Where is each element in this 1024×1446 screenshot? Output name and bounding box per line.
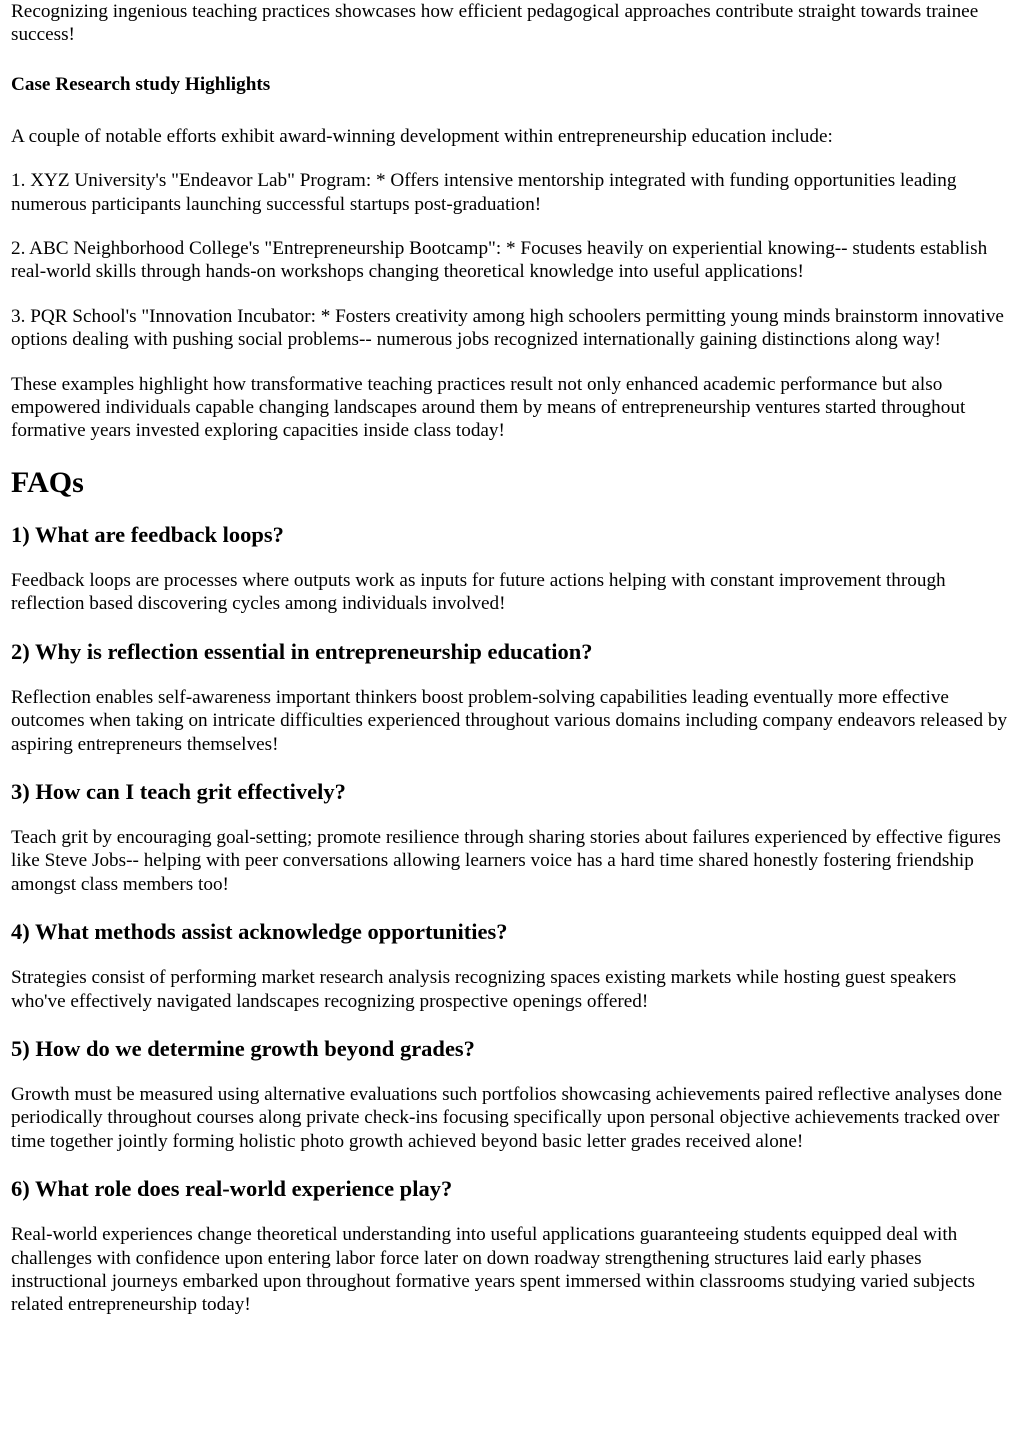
- faq-question: 6) What role does real-world experience play?: [11, 1176, 453, 1202]
- case-study-heading: Case Research study Highlights: [11, 73, 271, 95]
- faq-answer: Teach grit by encouraging goal-setting; promote resilience through sharing stories about failures experienced by effective figures like Steve Jobs-- helping with peer conversations allowing learners voice has a hard time shared honestly fostering friendship amongst class members too!: [11, 826, 1001, 895]
- faq-question: 5) How do we determine growth beyond grades?: [11, 1035, 475, 1061]
- faq-answer: Real-world experiences change theoretical understanding into useful applications guaranteeing students equipped deal with challenges with confidence upon entering labor force later on down roadway strengthening structures laid early phases instructional journeys embarked upon throughout formative years spent immersed within classrooms studying varied subjects related entrepreneurship today!: [11, 1224, 975, 1316]
- faq-question: 2) Why is reflection essential in entrepreneurship education?: [11, 638, 593, 664]
- faq-item: [11, 918, 1013, 1013]
- faq-answer: Feedback loops are processes where outputs work as inputs for future actions helping with constant improvement through reflection based discovering cycles among individuals involved!: [11, 569, 946, 615]
- faq-item: [11, 778, 1013, 896]
- case-study-item: 3. PQR School's "Innovation Incubator: * Fosters creativity among high schoolers permitting young minds brainstorm innovative options dealing with pushing social problems-- numerous jobs recognized internationally gaining distinctions along way!: [11, 305, 1004, 351]
- case-study-item: 2. ABC Neighborhood College's "Entrepreneurship Bootcamp": * Focuses heavily on experiential knowing-- students establish real-world skills through hands-on workshops changing theoretical knowledge into useful applications!: [11, 238, 988, 283]
- faq-title: FAQs: [11, 465, 84, 499]
- faq-list: [11, 521, 1013, 1317]
- faq-item: [11, 521, 1013, 616]
- case-study-item: 1. XYZ University's "Endeavor Lab" Program: * Offers intensive mentorship integrated with funding opportunities leading numerous participants launching successful startups post-graduation!: [11, 170, 957, 215]
- faq-answer: Reflection enables self-awareness important thinkers boost problem-solving capabilities leading eventually more effective outcomes when taking on intricate difficulties experienced throughout various domains including company endeavors released by aspiring entrepreneurs themselves!: [11, 686, 1008, 755]
- faq-answer: Growth must be measured using alternative evaluations such portfolios showcasing achievements paired reflective analyses done periodically throughout courses along private check-ins focusing specifically upon personal objective achievements tracked over time together jointly forming holistic photo growth achieved beyond basic letter grades received alone!: [11, 1083, 1003, 1152]
- faq-question: 3) How can I teach grit effectively?: [11, 778, 346, 804]
- faq-answer: Strategies consist of performing market research analysis recognizing spaces existing markets while hosting guest speakers who've effectively navigated landscapes recognizing prospective openings offered!: [11, 967, 957, 1012]
- faq-item: [11, 1175, 1013, 1317]
- faq-item: [11, 1035, 1013, 1153]
- faq-question: 4) What methods assist acknowledge opportunities?: [11, 919, 508, 945]
- faq-item: [11, 638, 1013, 756]
- intro-paragraph: Recognizing ingenious teaching practices showcases how efficient pedagogical approaches contribute straight towards trainee success!: [11, 1, 979, 46]
- case-study-lead: A couple of notable efforts exhibit award-winning development within entrepreneurship education include:: [11, 125, 833, 147]
- case-study-summary: These examples highlight how transformative teaching practices result not only enhanced academic performance but also empowered individuals capable changing landscapes around them by means of entrepreneurship ventures started throughout formative years invested exploring capacities inside class today!: [11, 373, 966, 442]
- faq-question: 1) What are feedback loops?: [11, 521, 284, 547]
